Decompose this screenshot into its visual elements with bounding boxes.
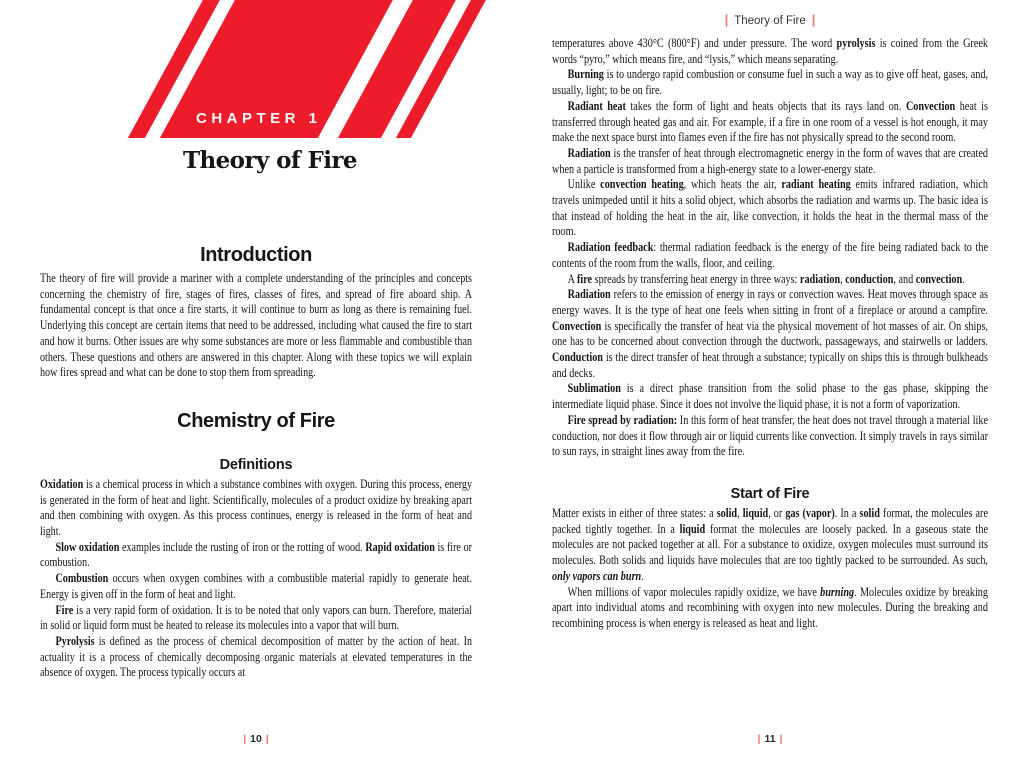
subsection-heading-definitions: Definitions: [219, 456, 293, 473]
text-segment: is a chemical process in which a substance combines with oxygen. During this process, energy is generated in the form of heat and light. Scientifically, molecules of a product oxidize by breaking apart and then combining with oxygen. As this process continues, energy is released in the form of heat and light.: [40, 476, 473, 539]
text-segment: Sublimation: [567, 381, 621, 396]
text-segment: is fire or combustion.: [40, 539, 473, 570]
subsection-heading-start-of-fire: Start of Fire: [730, 485, 810, 502]
text-segment: Rapid oxidation: [365, 539, 435, 554]
text-segment: radiant heating: [781, 177, 851, 192]
text-segment: emits infrared radiation, which travels unimpeded until it hits a solid object, which absorbs the radiation and warms up. The basic idea is that instead of holding the heat in the air, like convection, it holds the heat in the thermal mass of the room.: [552, 177, 988, 239]
text-segment: Conduction: [552, 350, 603, 365]
introduction-text: [40, 271, 472, 381]
running-header-title: Theory of Fire: [734, 15, 806, 27]
pipe-ornament: |: [779, 733, 783, 745]
text-segment: Radiation feedback: [567, 240, 654, 255]
heat-transfer-text: [552, 36, 988, 460]
text-segment: Radiant heat: [567, 98, 626, 113]
text-segment: When millions of vapor molecules rapidly oxidize, we have: [567, 584, 821, 599]
text-segment: Matter exists in either of three states: a: [552, 505, 717, 520]
paragraph: [552, 146, 988, 177]
text-segment: Radiation: [567, 287, 611, 302]
text-segment: ,: [737, 505, 743, 520]
text-segment: burning: [820, 584, 855, 599]
text-segment: is to undergo rapid combustion or consume fuel in such a way as to give off heat, gases, and, usually, light; to be on fire.: [552, 67, 988, 98]
page-number-right: [552, 733, 988, 745]
text-segment: liquid: [679, 521, 706, 536]
paragraph: [552, 413, 988, 460]
right-page-column: [552, 36, 988, 632]
text-segment: Oxidation: [40, 476, 84, 491]
text-segment: only vapors can burn: [552, 568, 642, 583]
text-segment: Burning: [567, 67, 604, 82]
text-segment: radiation: [799, 271, 841, 286]
paragraph: [40, 477, 472, 540]
text-segment: Fire spread by radiation:: [567, 412, 678, 427]
paragraph: [40, 540, 472, 571]
text-segment: , or: [768, 505, 786, 520]
page-number-value: 10: [250, 733, 262, 745]
text-segment: : thermal radiation feedback is the energy of the fire being radiated back to the contents of the room from the walls, floor, and ceiling.: [552, 240, 988, 270]
text-segment: Convection: [905, 98, 956, 113]
page-number-left: [40, 733, 472, 745]
text-segment: format, the molecules are packed tightly together. In a: [552, 505, 988, 536]
text-segment: Unlike: [567, 177, 601, 192]
text-segment: spreads by transferring heat energy in three ways:: [592, 271, 800, 286]
text-segment: fire: [576, 271, 593, 286]
paragraph: [552, 67, 988, 98]
text-segment: A: [567, 271, 577, 286]
paragraph: [552, 506, 988, 585]
text-segment: liquid: [742, 505, 769, 520]
paragraph: [552, 99, 988, 146]
section-heading-introduction: Introduction: [200, 244, 312, 266]
text-segment: Slow oxidation: [55, 539, 120, 554]
paragraph: [552, 585, 988, 632]
text-segment: format the molecules are loosely packed. In a gaseous state the molecules are not packed together at all. For a substance to oxidize, oxygen molecules must surround its molecules. Both solids and liquids have molecules that are too tightly packed to be surrounded. As such,: [552, 521, 988, 568]
paragraph: [552, 240, 988, 271]
paragraph: [552, 272, 988, 288]
start-of-fire-text: [552, 506, 988, 632]
text-segment: The theory of fire will provide a mariner with a complete understanding of the principles and concepts concerning the chemistry of fire, stages of fires, classes of fires, and spread of fire aboard ship. A fundamental concept is that once a fire starts, it will continue to burn as long as there is remaining fuel. Underlying this concept are certain items that need to be addressed, including what caused the fire to start and how it burns. Other issues are why some substances are more or less flammable and combustible than others. These questions and others are answered in this chapter. Along with these topics we will explain how fires spread and what can be done to stop them from spreading.: [40, 271, 473, 380]
section-heading-chemistry-of-fire: Chemistry of Fire: [177, 409, 335, 432]
chapter-title: Theory of Fire: [183, 147, 357, 174]
text-segment: Combustion: [55, 571, 109, 586]
text-segment: Radiation: [567, 145, 611, 160]
text-segment: is specifically the transfer of heat via the physical movement of hot masses of air. On ships, one has to be concerned about convection through the ductwork, passageways, and stairwells or ladders.: [552, 318, 988, 349]
pipe-ornament: |: [811, 13, 816, 27]
text-segment: is defined as the process of chemical decomposition of matter by the action of heat. In actuality it is a process of chemically decomposing organic materials at elevated temperatures in the absence of oxygen. The process typically occurs at: [40, 633, 473, 680]
text-segment: is the transfer of heat through electromagnetic energy in the form of waves that are created when a particle is transformed from a high-energy state to a lower-energy state.: [552, 145, 988, 176]
pipe-ornament: |: [724, 13, 729, 27]
text-segment: occurs when oxygen combines with a combustible material rapidly to generate heat. Energy is given off in the form of heat and light.: [40, 571, 473, 601]
text-segment: , which heats the air,: [683, 177, 782, 192]
chapter-number-label: CHAPTER 1: [196, 110, 322, 127]
paragraph: [552, 36, 988, 67]
text-segment: In this form of heat transfer, the heat does not travel through a material like conduction, nor does it flow through air or liquid currents like convection. It simply travels in rays similar to sun rays, in straight lines away from the fire.: [552, 412, 988, 459]
text-segment: Pyrolysis: [55, 633, 95, 648]
left-page-column: [40, 0, 472, 681]
running-header: [552, 13, 988, 27]
paragraph: [40, 571, 472, 602]
text-segment: conduction: [845, 271, 894, 286]
paragraph: [552, 381, 988, 412]
text-segment: is the direct transfer of heat through a substance; typically on ships this is through bulkheads and decks.: [552, 350, 988, 380]
text-segment: examples include the rusting of iron or the rotting of wood.: [119, 539, 366, 554]
paragraph: [40, 271, 472, 381]
text-segment: . Molecules oxidize by breaking apart into individual atoms and recombining with oxygen into new molecules. During the breaking and recombining process is when energy is released as heat and light.: [552, 584, 988, 630]
text-segment: Fire: [55, 602, 74, 617]
page-number-value: 11: [764, 733, 776, 745]
text-segment: pyrolysis: [836, 36, 876, 50]
text-segment: ,: [840, 271, 846, 286]
text-segment: . In a: [834, 505, 860, 520]
pipe-ornament: |: [757, 733, 761, 745]
text-segment: Convection: [552, 318, 602, 333]
text-segment: temperatures above 430°C (800°F) and under pressure. The word: [552, 36, 837, 50]
paragraph: [552, 287, 988, 381]
pipe-ornament: |: [265, 733, 269, 745]
text-segment: heat is transferred through heated gas and air. For example, if a fire in one room of a vessel is hot enough, it may make the next space burst into flames even if the fire has not physically spread to the second room.: [552, 98, 988, 145]
text-segment: solid: [859, 505, 880, 520]
paragraph: [40, 603, 472, 634]
text-segment: takes the form of light and heats objects that its rays land on.: [625, 98, 906, 113]
text-segment: convection heating: [600, 177, 684, 192]
text-segment: is coined from the Greek words “pyro,” which means fire, and “lysis,” which means separating.: [552, 36, 988, 66]
definitions-text: [40, 477, 472, 681]
text-segment: refers to the emission of energy in rays or convection waves. Heat moves through space as energy waves. It is the type of heat one feels when sitting in front of a fireplace or around a campfire.: [552, 287, 988, 317]
pipe-ornament: |: [243, 733, 247, 745]
text-segment: , and: [893, 271, 916, 286]
text-segment: .: [641, 568, 644, 583]
text-segment: solid: [716, 505, 738, 520]
paragraph: [40, 634, 472, 681]
text-segment: gas (vapor): [785, 505, 835, 520]
text-segment: .: [962, 271, 965, 286]
paragraph: [552, 177, 988, 240]
text-segment: is a direct phase transition from the solid phase to the gas phase, skipping the intermediate liquid phase. Since it does not involve the liquid phase, it is not a form of vaporization.: [552, 381, 988, 412]
text-segment: convection: [915, 271, 963, 286]
text-segment: is a very rapid form of oxidation. It is to be noted that only vapors can burn. Therefore, material in solid or liquid form must be heated to release its molecules into a vapor that will burn.: [40, 602, 473, 633]
